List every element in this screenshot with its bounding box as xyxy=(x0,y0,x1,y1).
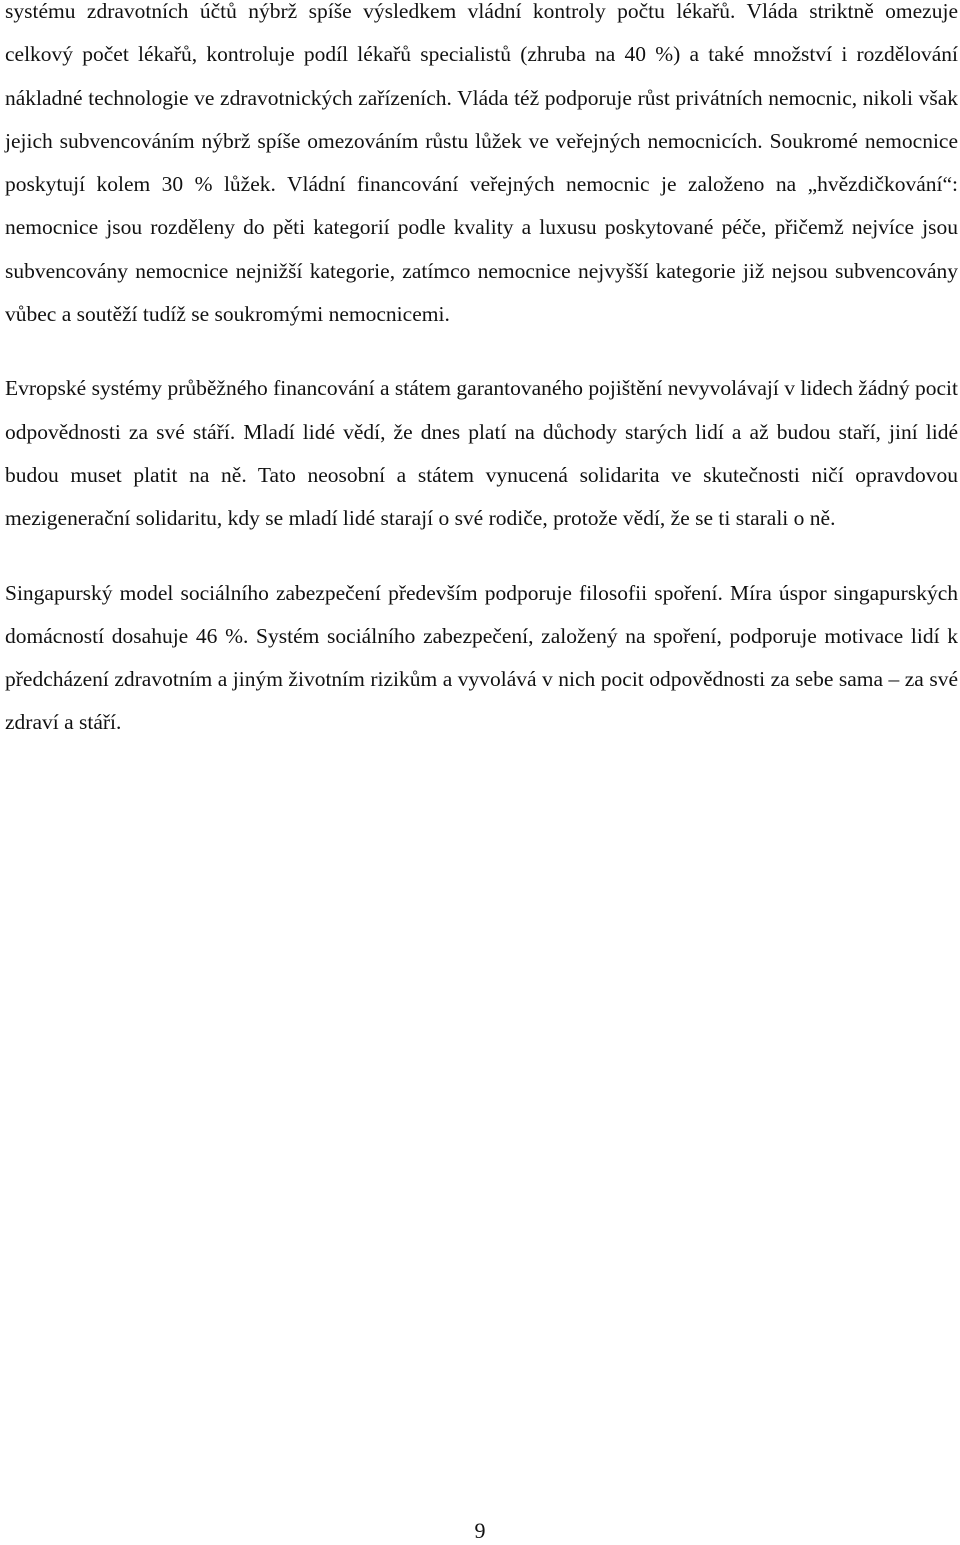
paragraph-healthcare-control: systému zdravotních účtů nýbrž spíše výsledkem vládní kontroly počtu lékařů. Vláda striktně omezuje celkový počet lékařů, kontroluje podíl lékařů specialistů (zhruba na 40 %) a také množství i rozdělování nákladné technologie ve zdravotnických zařízeních. Vláda též podporuje růst privátních nemocnic, nikoli však jejich subvencováním nýbrž spíše omezováním růstu lůžek ve veřejných nemocnicích. Soukromé nemocnice poskytují kolem 30 % lůžek. Vládní financování veřejných nemocnic je založeno na „hvězdičkování“: nemocnice jsou rozděleny do pěti kategorií podle kvality a luxusu poskytované péče, přičemž nejvíce jsou subvencovány nemocnice nejnižší kategorie, zatímco nemocnice nejvyšší kategorie již nejsou subvencovány vůbec a soutěží tudíž se soukromými nemocnicemi. xyxy=(5,0,958,327)
paragraph-singapore-savings: Singapurský model sociálního zabezpečení především podporuje filosofii spoření. Míra úspor singapurských domácností dosahuje 46 %. Systém sociálního zabezpečení, založený na spoření, podporuje motivace lidí k předcházení zdravotním a jiným životním rizikům a vyvolává v nich pocit odpovědnosti za sebe sama – za své zdraví a stáří. xyxy=(5,580,958,735)
paragraph-pay-as-you-go-systems: Evropské systémy průběžného financování a státem garantovaného pojištění nevyvolávají v lidech žádný pocit odpovědnosti za své stáří. Mladí lidé vědí, že dnes platí na důchody starých lidí a až budou staří, jiní lidé budou muset platit na ně. Tato neosobní a státem vynucená solidarita ve skutečnosti ničí opravdovou mezigenerační solidaritu, kdy se mladí lidé starají o své rodiče, protože vědí, že se ti starali o ně. xyxy=(5,376,958,531)
page-number: 9 xyxy=(474,1518,486,1543)
document-page xyxy=(5,0,958,745)
